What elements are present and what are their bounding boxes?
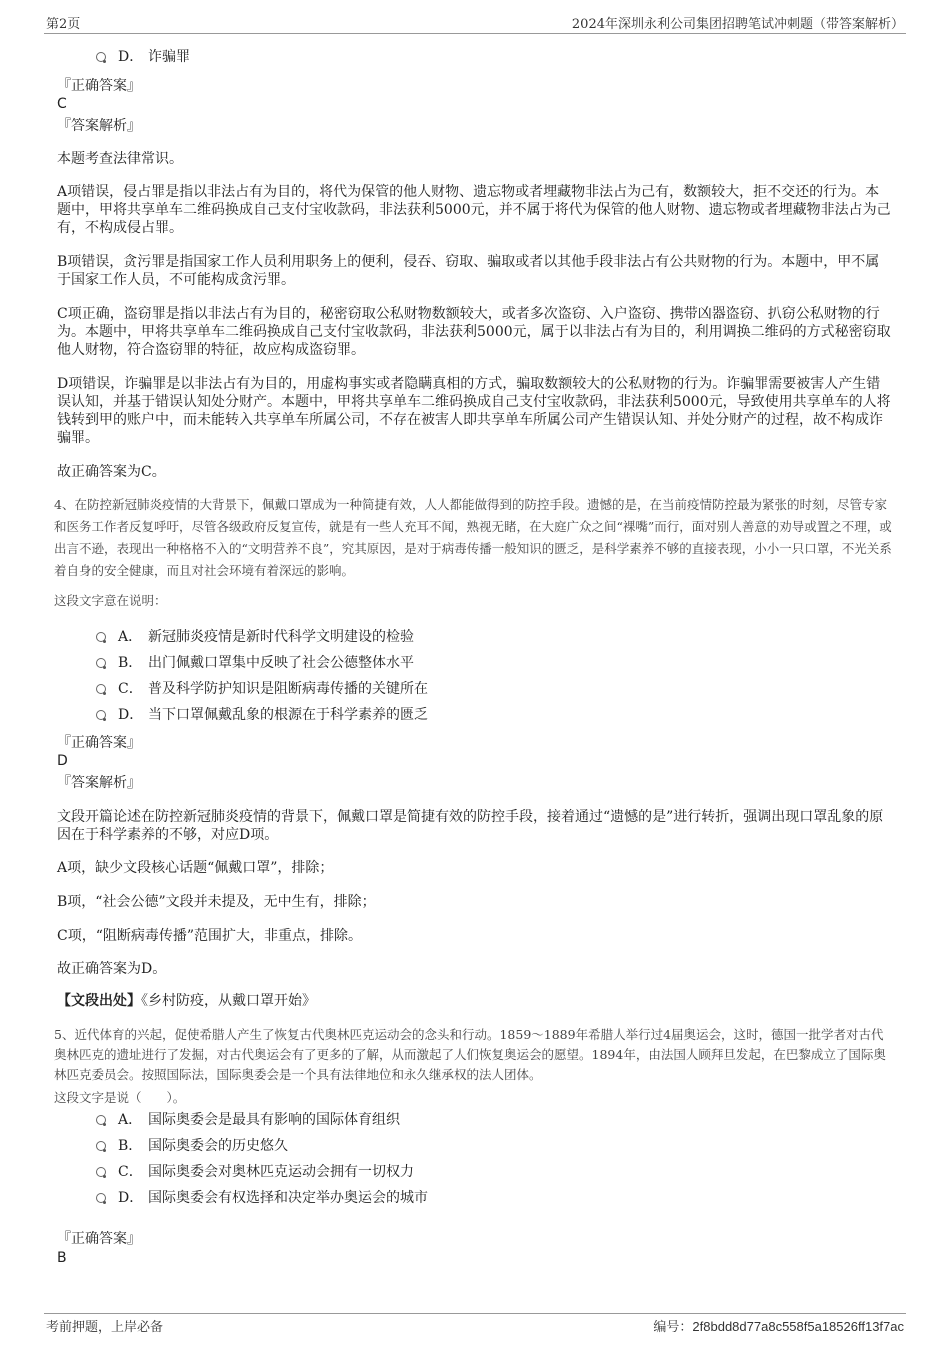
radio-icon[interactable] (96, 1115, 106, 1125)
document-code-value: 2f8bdd8d77a8c558f5a18526ff13f7ac (692, 1319, 904, 1334)
source-line (57, 992, 316, 1010)
q5-option-c[interactable]: C． 国际奥委会对奥林匹克运动会拥有一切权力 (96, 1163, 414, 1181)
q4-option-b[interactable]: B． 出门佩戴口罩集中反映了社会公德整体水平 (96, 654, 414, 672)
correct-answer: D (57, 753, 68, 769)
correct-answer: C (57, 96, 67, 112)
analysis-label: 『答案解析』 (57, 775, 141, 791)
analysis-paragraph: 故正确答案为C。 (57, 464, 166, 480)
correct-answer: B (57, 1250, 67, 1266)
q4-option-c[interactable]: C． 普及科学防护知识是阻断病毒传播的关键所在 (96, 680, 428, 698)
document-title: 2024年深圳永利公司集团招聘笔试冲刺题（带答案解析） (571, 17, 904, 32)
analysis-paragraph: B项错误，贪污罪是指国家工作人员利用职务上的便利，侵吞、窃取、骗取或者以其他手段非法占有公共财物的行为。本题中，甲不属于国家工作人员，不可能构成贪污罪。 (57, 254, 880, 288)
answer-label: 『正确答案』 (57, 735, 141, 751)
source-label: 【文段出处】 (57, 993, 141, 1009)
question-stem: 5、近代体育的兴起，促使希腊人产生了恢复古代奥林匹克运动会的念头和行动。1859～1889年希腊人举行过4届奥运会，这时，德国一批学者对古代奥林匹克的遗址进行了发掘，对古代奥运会有了更多的了解，从而激起了人们恢复奥运会的愿望。1894年，由法国人顾拜旦发起，在巴黎成立了国际奥林匹克委员会。按照国际法，国际奥委会是一个具有法律地位和永久继承权的法人团体。 (54, 1027, 886, 1082)
question-prompt: 这段文字是说（ ）。 (54, 1090, 186, 1105)
answer-label: 『正确答案』 (57, 78, 141, 94)
q5-option-a[interactable]: A． 国际奥委会是最具有影响的国际体育组织 (96, 1111, 400, 1129)
q5-option-d[interactable]: D． 国际奥委会有权选择和决定举办奥运会的城市 (96, 1189, 428, 1207)
footer-divider (44, 1313, 906, 1314)
radio-icon[interactable] (96, 52, 106, 62)
analysis-paragraph: A项错误，侵占罪是指以非法占有为目的，将代为保管的他人财物、遗忘物或者埋藏物非法占为己有，数额较大，拒不交还的行为。本题中，甲将共享单车二维码换成自己支付宝收款码，非法获利5000元，并不属于将代为保管的他人财物、遗忘物或者埋藏物非法占为己有，不构成侵占罪。 (57, 184, 891, 236)
analysis-paragraph: 故正确答案为D。 (57, 961, 167, 977)
document-code-label: 编号： (653, 1320, 693, 1335)
radio-icon[interactable] (96, 658, 106, 668)
question-prompt: 这段文字意在说明： (54, 593, 167, 608)
analysis-paragraph: 本题考查法律常识。 (57, 151, 183, 167)
analysis-label: 『答案解析』 (57, 118, 141, 134)
page-number: 第2页 (46, 17, 81, 32)
document-code (653, 1316, 904, 1335)
radio-icon[interactable] (96, 1141, 106, 1151)
radio-icon[interactable] (96, 1167, 106, 1177)
q4-option-a[interactable]: A． 新冠肺炎疫情是新时代科学文明建设的检验 (96, 628, 414, 646)
analysis-paragraph: A项，缺少文段核心话题“佩戴口罩”，排除； (57, 860, 334, 876)
analysis-paragraph: B项，“社会公德”文段并未提及，无中生有，排除； (57, 894, 376, 910)
analysis-paragraph: C项，“阻断病毒传播”范围扩大，非重点，排除。 (57, 928, 363, 944)
analysis-paragraph: C项正确，盗窃罪是指以非法占有为目的，秘密窃取公私财物数额较大，或者多次盗窃、入户盗窃、携带凶器盗窃、扒窃公私财物的行为。本题中，甲将共享单车二维码换成自己支付宝收款码，非法获利5000元，属于以非法占有为目的，利用调换二维码的方式秘密窃取他人财物，符合盗窃罪的特征，故应构成盗窃罪。 (57, 306, 891, 358)
radio-icon[interactable] (96, 684, 106, 694)
radio-icon[interactable] (96, 710, 106, 720)
header-divider (44, 33, 906, 34)
q4-option-d[interactable]: D． 当下口罩佩戴乱象的根源在于科学素养的匮乏 (96, 706, 428, 724)
source-title: 《乡村防疫，从戴口罩开始》 (141, 993, 316, 1009)
q3-option-d[interactable]: D． 诈骗罪 (96, 48, 190, 66)
radio-icon[interactable] (96, 632, 106, 642)
analysis-paragraph: D项错误，诈骗罪是以非法占有为目的，用虚构事实或者隐瞒真相的方式，骗取数额较大的公私财物的行为。诈骗罪需要被害人产生错误认知，并基于错误认知处分财产。本题中，甲将共享单车二维码换成自己支付宝收款码，非法获利5000元，导致使用共享单车的人将钱转到甲的账户中，而未能转入共享单车所属公司，不存在被害人即共享单车所属公司产生错误认知、并处分财产的过程，故不构成诈骗罪。 (57, 376, 891, 446)
answer-label: 『正确答案』 (57, 1231, 141, 1247)
q5-option-b[interactable]: B． 国际奥委会的历史悠久 (96, 1137, 288, 1155)
radio-icon[interactable] (96, 1193, 106, 1203)
footer-slogan: 考前押题，上岸必备 (46, 1320, 164, 1335)
analysis-paragraph: 文段开篇论述在防控新冠肺炎疫情的背景下，佩戴口罩是简捷有效的防控手段，接着通过“遗憾的是”进行转折，强调出现口罩乱象的原因在于科学素养的不够，对应D项。 (57, 809, 884, 843)
question-stem: 4、在防控新冠肺炎疫情的大背景下，佩戴口罩成为一种简捷有效，人人都能做得到的防控手段。遗憾的是，在当前疫情防控最为紧张的时刻，尽管专家和医务工作者反复呼吁，尽管各级政府反复宣传，就是有一些人充耳不闻，熟视无睹，在大庭广众之间“裸嘴”而行，面对别人善意的劝导或置之不理，或出言不逊，表现出一种格格不入的“文明营养不良”，究其原因，是对于病毒传播一般知识的匮乏，是科学素养不够的直接表现，小小一只口罩，不光关系着自身的安全健康，而且对社会环境有着深远的影响。 (54, 497, 892, 578)
